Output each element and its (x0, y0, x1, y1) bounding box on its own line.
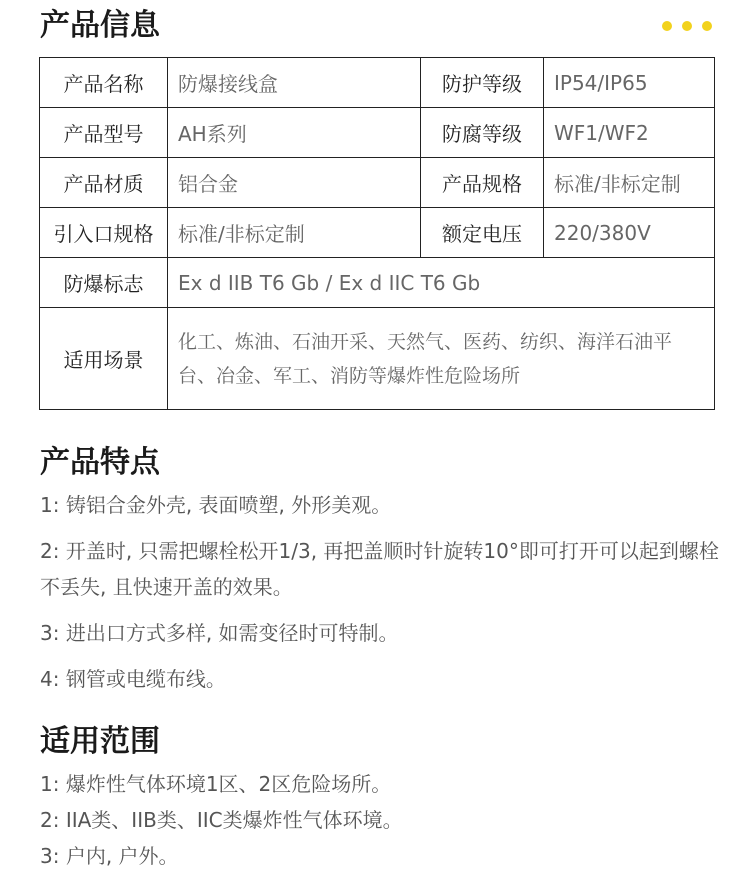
spec-table (39, 57, 715, 410)
spec-value: 标准/非标定制 (544, 158, 715, 208)
dot-icon (682, 21, 692, 31)
spec-label: 防护等级 (421, 58, 544, 108)
spec-value: 铝合金 (168, 158, 421, 208)
spec-label: 产品型号 (40, 108, 168, 158)
spec-label: 适用场景 (40, 308, 168, 410)
list-item: 3: 进出口方式多样, 如需变径时可特制。 (40, 621, 399, 645)
list-item: 3: 户内, 户外。 (40, 844, 179, 868)
spec-label: 产品材质 (40, 158, 168, 208)
spec-value: AH系列 (168, 108, 421, 158)
spec-label: 额定电压 (421, 208, 544, 258)
section-title-features: 产品特点 (40, 445, 160, 480)
spec-value: IP54/IP65 (544, 58, 715, 108)
table-row (40, 158, 715, 208)
table-row (40, 208, 715, 258)
list-item: 4: 钢管或电缆布线。 (40, 667, 226, 691)
spec-label: 防爆标志 (40, 258, 168, 308)
scope-list (40, 766, 720, 874)
table-row-marking (40, 258, 715, 308)
spec-value: 220/380V (544, 208, 715, 258)
list-item: 1: 爆炸性气体环境1区、2区危险场所。 (40, 772, 392, 796)
more-dots-icon (662, 21, 712, 31)
spec-value: Ex d IIB T6 Gb / Ex d IIC T6 Gb (168, 258, 715, 308)
spec-label: 产品名称 (40, 58, 168, 108)
features-list (40, 487, 720, 707)
spec-label: 防腐等级 (421, 108, 544, 158)
spec-label: 产品规格 (421, 158, 544, 208)
spec-label: 引入口规格 (40, 208, 168, 258)
spec-value: 标准/非标定制 (168, 208, 421, 258)
spec-value: 防爆接线盒 (168, 58, 421, 108)
spec-value: 化工、炼油、石油开采、天然气、医药、纺织、海洋石油平台、冶金、军工、消防等爆炸性危险场所 (168, 308, 715, 410)
list-item: 1: 铸铝合金外壳, 表面喷塑, 外形美观。 (40, 493, 392, 517)
table-row-scene (40, 308, 715, 410)
list-item: 2: IIA类、IIB类、IIC类爆炸性气体环境。 (40, 808, 403, 832)
table-row (40, 58, 715, 108)
section-title-info: 产品信息 (40, 8, 160, 43)
dot-icon (662, 21, 672, 31)
dot-icon (702, 21, 712, 31)
section-title-scope: 适用范围 (40, 724, 160, 759)
spec-value: WF1/WF2 (544, 108, 715, 158)
table-row (40, 108, 715, 158)
list-item: 2: 开盖时, 只需把螺栓松开1/3, 再把盖顺时针旋转10°即可打开可以起到螺栓不丢失, 且快速开盖的效果。 (40, 539, 719, 599)
